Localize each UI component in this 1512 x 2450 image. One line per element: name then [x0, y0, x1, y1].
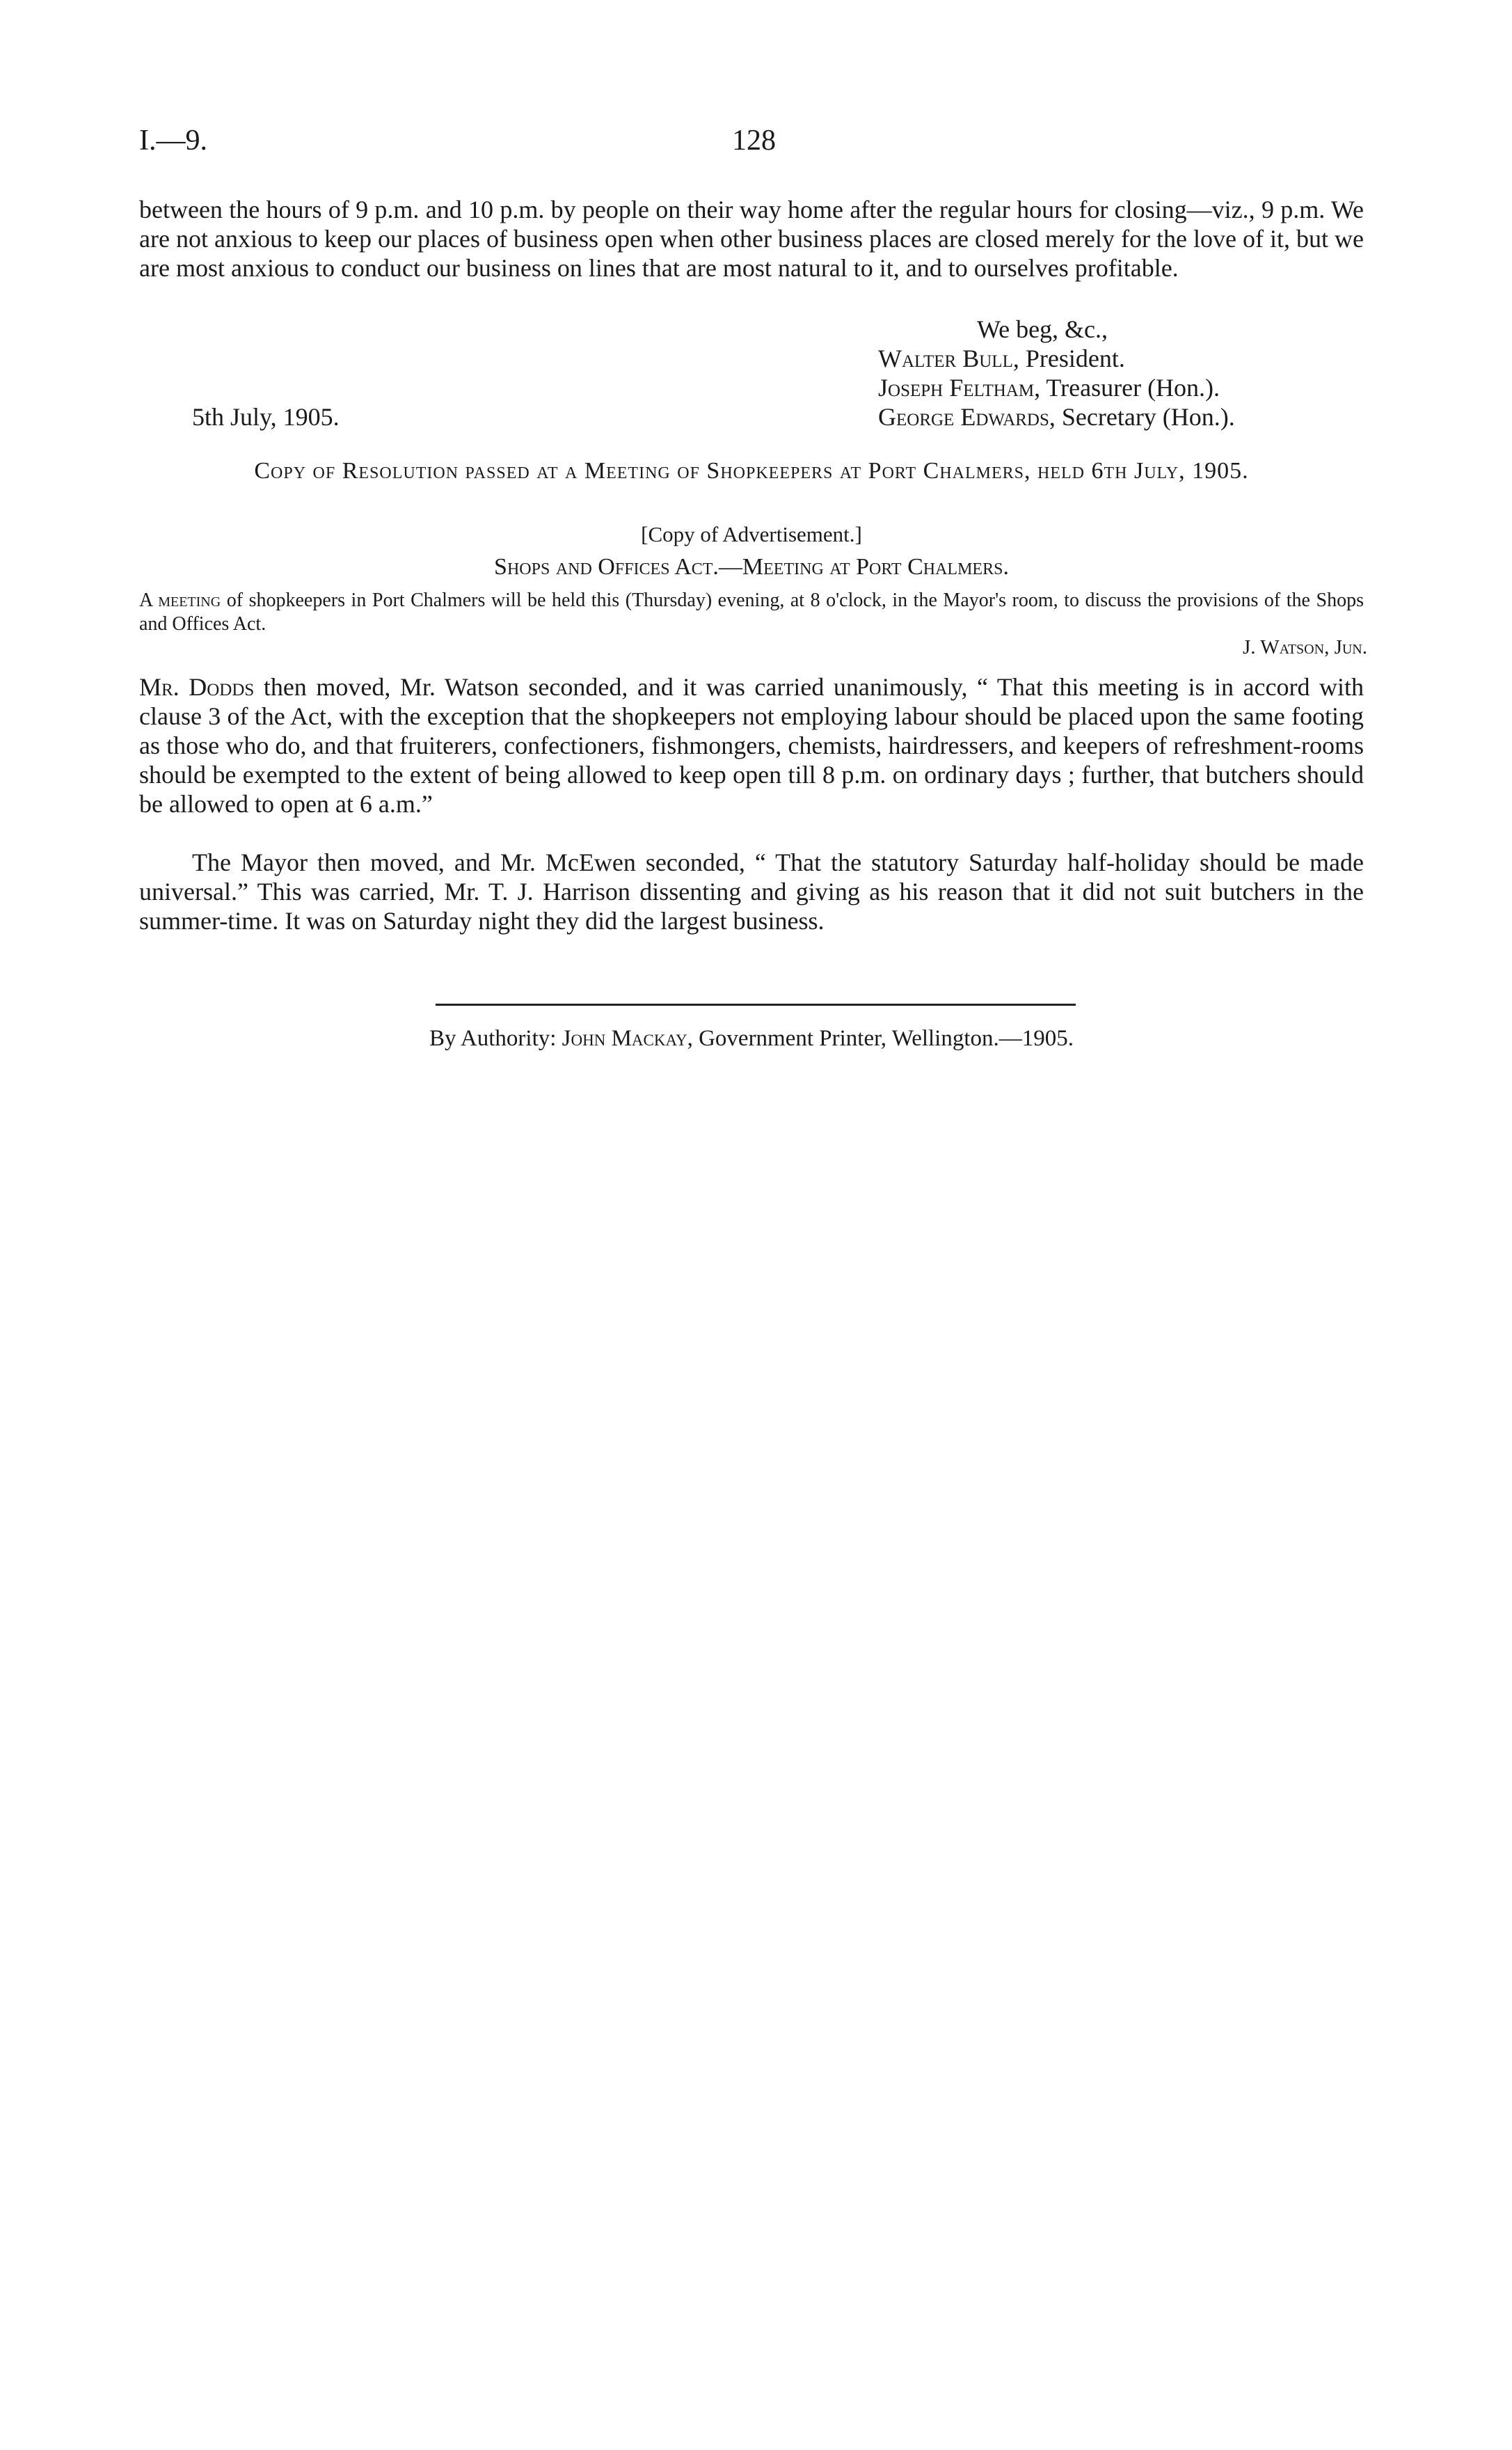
advertisement-signature: J. Watson, Jun. [1242, 636, 1367, 658]
imprint-printer: John Mackay [562, 1026, 687, 1051]
document-reference: I.—9. [139, 125, 207, 157]
letter-closing [878, 315, 1235, 432]
signatory-name: Walter Bull [878, 345, 1013, 372]
paragraph-continuation: between the hours of 9 p.m. and 10 p.m. by people on their way home after the regular hours for closing—viz., 9 p.m. We are not anxious to keep our places of business open when other business places are closed merely for the love of it, but we are most anxious to conduct our business on lines that are most natural to it, and to ourselves profitable. [139, 196, 1364, 282]
imprint-suffix: , Government Printer, Wellington.—1905. [687, 1026, 1074, 1051]
advertisement-text: of shopkeepers in Port Chalmers will be held this (Thursday) evening, at 8 o'clock, in the Mayor's room, to discuss the provisions of the Shops and Offices Act. [139, 590, 1364, 635]
signatory-title: , Secretary (Hon.). [1049, 403, 1235, 431]
resolution-heading: Copy of Resolution passed at a Meeting of Shopkeepers at Port Chalmers, held 6th July, 1905. [254, 458, 1249, 484]
signatory-secretary [878, 402, 1235, 432]
signatory-name: George Edwards [878, 403, 1049, 431]
paragraph-resolution-motion [139, 672, 1364, 819]
paragraph-half-holiday-motion: The Mayor then moved, and Mr. McEwen seconded, “ That the statutory Saturday half-holiday should be made universal.” This was carried, Mr. T. J. Harrison dissenting and giving as his reason that it did not suit butchers in the summer-time. It was on Saturday night they did the largest business. [139, 848, 1364, 935]
imprint-prefix: By Authority: [429, 1026, 562, 1051]
page-number: 128 [732, 125, 776, 157]
printer-imprint [139, 1026, 1364, 1052]
horizontal-rule [436, 1004, 1076, 1006]
paragraph-text: then moved, Mr. Watson seconded, and it was carried unanimously, “ That this meeting is in accord with clause 3 of the Act, with the exception that the shopkeepers not employing labour should be placed upon the same footing as those who do, and that fruiterers, confectioners, fishmongers, chemists, hairdressers, and keepers of refreshment-rooms should be exempted to the extent of being allowed to keep open till 8 p.m. on ordinary days ; further, that butchers should be allowed to open at 6 a.m.” [139, 673, 1364, 818]
closing-salutation: We beg, &c., [977, 315, 1108, 343]
letter-date: 5th July, 1905. [192, 403, 340, 431]
signatory-title: , Treasurer (Hon.). [1034, 374, 1220, 402]
advertisement-lead: A meeting [139, 590, 221, 611]
signatory-title: , President. [1012, 345, 1125, 372]
signatory-president [878, 344, 1235, 373]
advertisement-body [139, 589, 1364, 636]
advertisement-heading: Shops and Offices Act.—Meeting at Port Chalmers. [494, 554, 1009, 580]
paragraph-lead: Mr. Dodds [139, 673, 255, 701]
signatory-treasurer [878, 373, 1235, 402]
signatory-name: Joseph Feltham [878, 374, 1035, 402]
copy-of-advertisement-note: [Copy of Advertisement.] [641, 522, 862, 546]
page-header [139, 124, 1364, 166]
